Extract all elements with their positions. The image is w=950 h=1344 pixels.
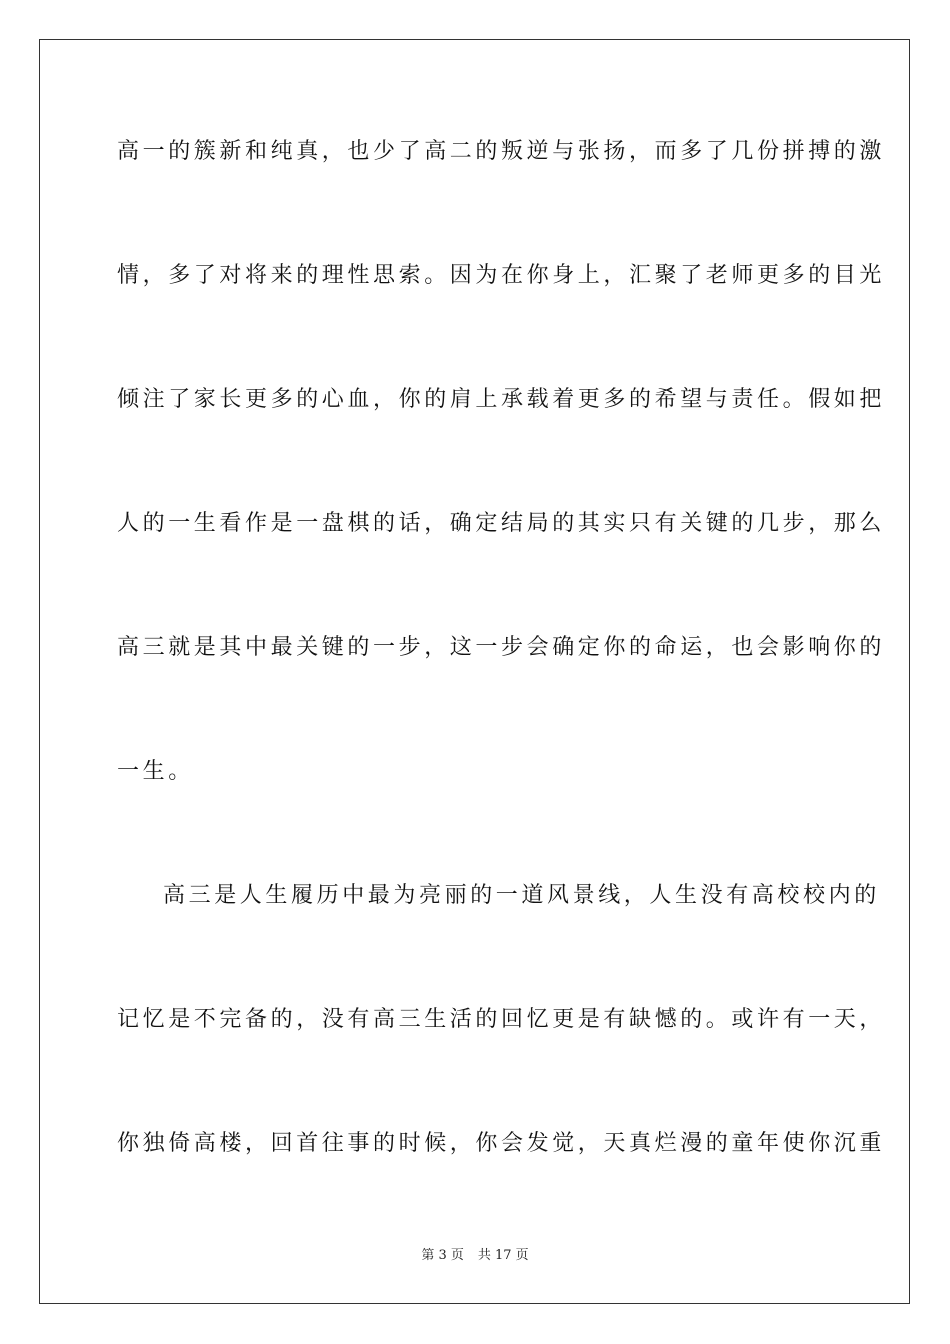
page-total: 共 17 页 xyxy=(477,1248,529,1263)
page-border xyxy=(39,39,910,1304)
page-footer xyxy=(0,1249,950,1262)
text-line-4: 人的一生看作是一盘棋的话，确定结局的其实只有关键的几步，那么 xyxy=(117,511,886,536)
text-line-5: 高三就是其中最关键的一步，这一步会确定你的命运，也会影响你的 xyxy=(117,635,886,660)
text-line-9: 你独倚高楼，回首往事的时候，你会发觉，天真烂漫的童年使你沉重 xyxy=(117,1131,886,1156)
text-line-8: 记忆是不完备的，没有高三生活的回忆更是有缺憾的。或许有一天， xyxy=(117,1007,886,1032)
text-line-2: 情，多了对将来的理性思索。因为在你身上，汇聚了老师更多的目光 xyxy=(117,263,886,288)
text-line-7: 高三是人生履历中最为亮丽的一道风景线，人生没有高校校内的 xyxy=(163,883,880,908)
text-line-1: 高一的簇新和纯真，也少了高二的叛逆与张扬，而多了几份拼搏的激 xyxy=(117,139,886,164)
page-number: 第 3 页 xyxy=(421,1248,464,1263)
text-line-3: 倾注了家长更多的心血，你的肩上承载着更多的希望与责任。假如把 xyxy=(117,387,886,412)
text-line-6: 一生。 xyxy=(117,759,194,784)
